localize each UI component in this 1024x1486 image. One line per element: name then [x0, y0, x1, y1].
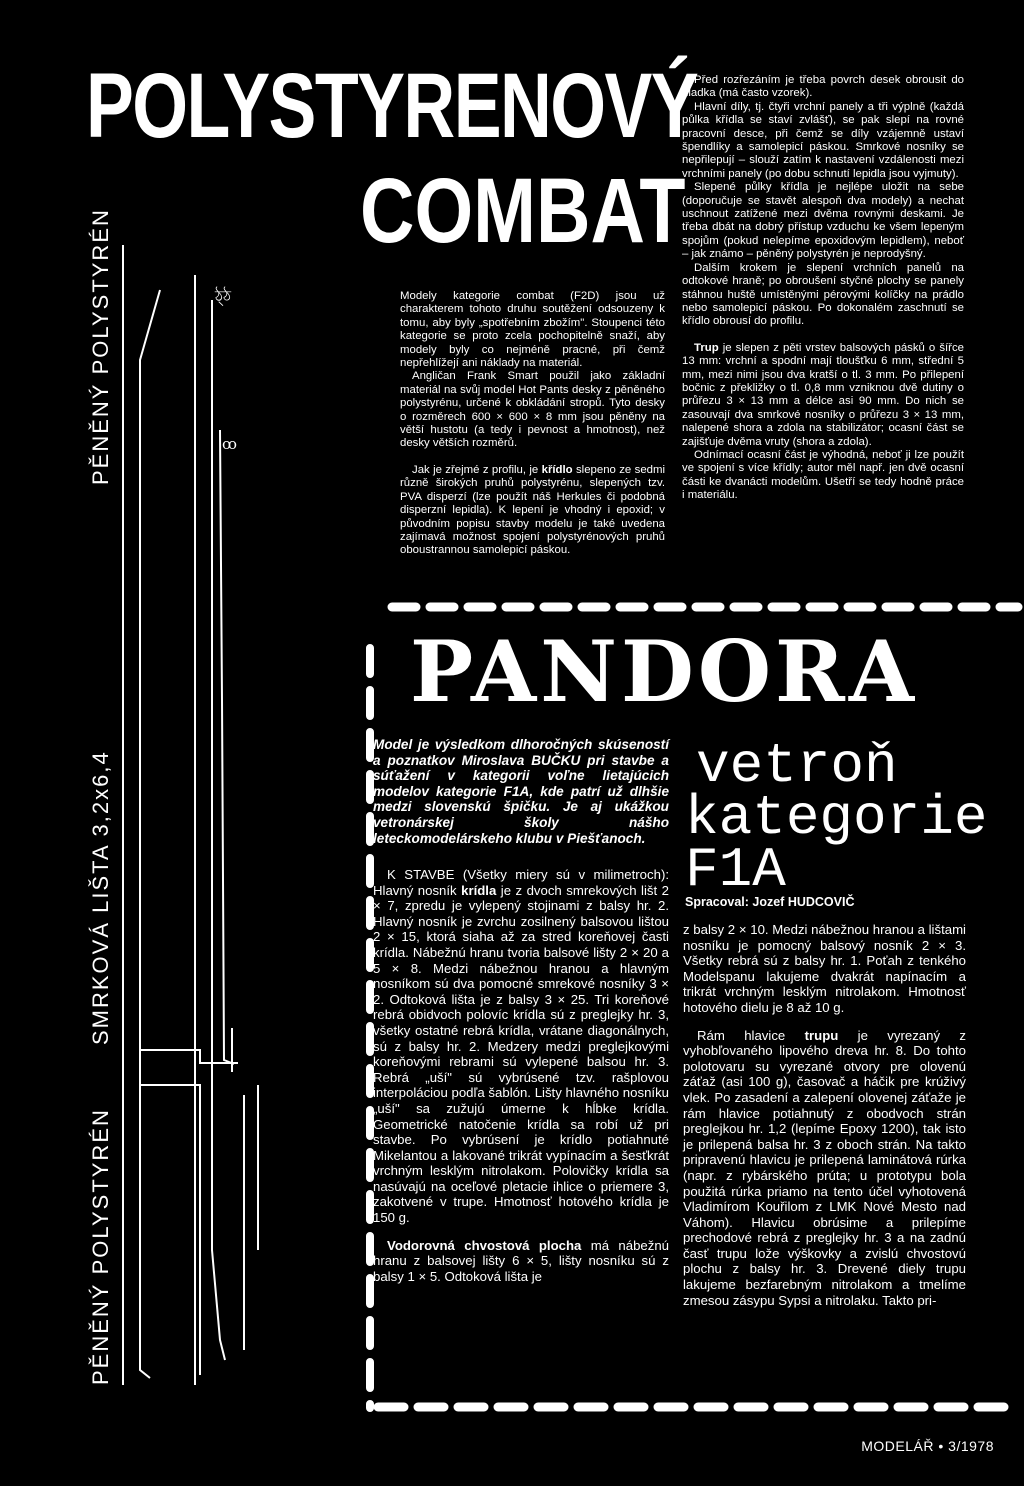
text-run: Jak je zřejmé z profilu, je	[412, 463, 542, 476]
text-run: je slepen z pěti vrstev balsových pásků o šířce 13 mm: vrchní a spodní mají tloušťku 6 mm, střední 5 mm, mezi nimi jsou dva kratší o tl. 3 mm. Po přilepení bočnic z překližky o tl. 0,8 mm vzniknou dvě dutiny o průřezu 3 × 13 mm a délce asi 90 mm. Do nich se zasouvají dva smrkové nosníky o průřezu 3 × 13 mm, nalepené shora a zdola na stabilizátor; ocasní část se zajišťuje dvěma vruty (shora a zdola).	[682, 341, 964, 448]
text-run: slepeno ze sedmi různě širokých pruhů polystyrénu, slepených tzv. PVA disperzí (lze použít náš Herkules či podobná disperzní lepidla). K lepení je vhodný i epoxid; v původním popisu stavby modelu je také uvedena zajímavá možnost spojení polystyrénových pruhů oboustrannou samolepicí páskou.	[400, 463, 666, 557]
pandora-text-column-1	[373, 867, 669, 1284]
bold-term: trupu	[804, 1027, 839, 1043]
pandora-text-column-2	[683, 922, 966, 1308]
paragraph: Dalším krokem je slepení vrchních panelů na odtokové hraně; po obroušení styčné plochy se panely stáhnou huště umístěnými pérovými kolíčky na prádlo nebo samolepicí páskou. Po dokonalém zaschnutí se křídlo obrousí do profilu.	[682, 261, 964, 328]
paragraph: Před rozřezáním je třeba povrch desek obrousit do hladka (má často vzorek).	[682, 74, 964, 100]
bold-term: krídla	[461, 882, 497, 898]
bold-term: křídlo	[541, 463, 573, 476]
combat-text-column-1	[400, 290, 665, 558]
side-label-foam-bottom: PĚNĚNÝ POLYSTYRÉN	[88, 1108, 113, 1385]
paragraph	[373, 1238, 669, 1285]
magazine-footer: MODELÁŘ • 3/1978	[861, 1438, 994, 1454]
paragraph: z balsy 2 × 10. Medzi nábežnou hranou a lištami nosníku je pomocný balsový nosník 2 × 3. Všetky rebrá sú z balsy hr. 1. Poťah z tenkého Modelspanu lakujeme dvakrát napínacím a trikrát vrchným lesklým nitrolakom. Hmotnosť hotového dielu je 8 až 10 g.	[683, 922, 966, 1015]
text-run: je z dvoch smrekových lišt 2 × 7, zpredu je vylepený stojinami z balsy hr. 2. Hlavný nosník je zvrchu zosilnený balsovou lištou 2 × 15, ktorá siaha až za stred koreňovej časti krídla. Nábežnú hranu tvoria balsové lišty 2 × 20 a 5 × 8. Medzi nábežnou hranou a hlavným nosníkom sú dva pomocné smrekové nosníky 3 × 2. Odtoková lišta je z balsy 3 × 25. Tri koreňové rebrá obidvoch polovíc krídla sú z preglejky hr. 3, všetky ostatné rebrá krídla, vrátane diagonálnych, sú z balsy hr. 2. Medzery medzi preglejkovými koreňovými rebrami sú vylepené balsou hr. 3. Rebrá „uší" sú vybrúsené tzv. rašplovou interpoláciou podľa šablón. Lišty hlavného nosníku „uší" sa zužujú úmerne k hĺbke krídla. Geometrické natočenie krídla sa robí už pri stavbe. Po vybrúsení je krídlo potiahnuté Mikelantou a lakované trikrát vypínacím a šesťkrát vrchným lesklým nitrolakom. Polovičky krídla sa nasúvajú na oceľové pletacie ihlice o priemere 3, zakotvené v trupe. Hmotnosť hotového krídla je 150 g.	[373, 882, 669, 1226]
paragraph	[683, 1028, 966, 1309]
text-run: má nábežnú hranu z balsovej lišty 6 × 5, lišty nosníku sú z balsy 1 × 5. Odtoková lišta je	[373, 1237, 670, 1284]
side-label-spruce: SMRKOVÁ LIŠTA 3,2x6,4	[88, 750, 113, 1045]
subtitle-glider: vetroň	[696, 734, 898, 798]
article-title-line1: POLYSTYRENOVÝ	[86, 55, 698, 157]
pandora-title: PANDORA	[410, 622, 919, 721]
combat-text-column-2	[682, 74, 964, 503]
article-title-line2: COMBAT	[360, 160, 686, 262]
paragraph: Angličan Frank Smart použil jako základní materiál na svůj model Hot Pants desky z pěněného polystyrénu, určené k obkládání stropů. Tyto desky o rozměrech 600 × 600 × 8 mm jsou pěněny na větší hustotu (a tedy i pevnost a hmotnost), než desky větších rozměrů.	[400, 370, 665, 450]
text-run: Rám hlavice	[697, 1027, 805, 1043]
pandora-intro: Model je výsledkom dlhoročných skúseností a poznatkov Miroslava BUČKU pri stavbe a súťažení v kategorii voľne lietajúcich modelov kategorie F1A, kde patrí už dlhšie medzi slovenskú špičku. Je aj ukážkou vetronárskej školy nášho leteckomodelárskeho klubu v Piešťanoch.	[373, 737, 669, 846]
side-label-foam-top: PĚNĚNÝ POLYSTYRÉN	[88, 208, 113, 485]
paragraph	[682, 342, 964, 449]
text-run: K STAVBE (Všetky miery sú v milimetroch): Hlavný nosník	[373, 867, 669, 898]
drawing-note-1: ঠ্ঠ	[215, 287, 232, 305]
author-credit: Spracoval: Jozef HUDCOVIČ	[685, 895, 855, 909]
paragraph: Odnímací ocasní část je výhodná, neboť ji lze použít ve spojení s více křídly; autor měl např. jen dvě ocasní části ke dvanácti modelům. Ušetří se tedy hodně práce i materiálu.	[682, 448, 964, 502]
subtitle-f1a: F1A	[685, 838, 786, 902]
dashed-border-bottom	[370, 1398, 1024, 1418]
paragraph	[400, 464, 665, 558]
drawing-note-2: ꝏ	[222, 435, 237, 453]
paragraph: Slepené půlky křídla je nejlépe uložit na sebe (doporučuje se stavět alespoň dva modely) a nechat uschnout zatížené mezi dvěma rovnými deskami. Je třeba dbát na dobrý přístup vzduchu ke všem lepeným spojům (pokud nelepíme epoxidovým lepidlem), neboť – jak známo – pěněný polystyrén je neprodyšný.	[682, 181, 964, 261]
paragraph	[373, 867, 669, 1226]
paragraph: Modely kategorie combat (F2D) jsou už charakterem tohoto druhu soutěžení odsouzeny k tomu, aby byly „spotřebním zbožím". Stoupenci této kategorie se proto zcela pochopitelně snaží, aby modely byly co nejméně pracné, při čemž nepřehlížejí ani náklady na materiál.	[400, 290, 665, 370]
text-run: je vyrezaný z vyhobľovaného lipového dreva hr. 8. Do tohto polotovaru su vyrezané otvory pre olovenú záťaž (asi 100 g), časovač a háčik pre krúživý vlek. Po zasadení a zalepení olovenej záťaže je rám hlavice potiahnutý z obodvoch strán preglejkou hr. 1,2 (lepíme Epoxy 1200), tak isto je prilepená balsa hr. 3 z oboch strán. Na takto pripravenú hlavicu je prilepená laminátová rúrka (napr. z rybárského prúta; u prototypu bola použitá rúrka priamo na tento účel vyhotovená Vladimírom Kouřilom z LMK Nové Mesto nad Váhom). Hlavicu obrúsime a prilepíme prechodové rebrá z preglejky hr. 3 a na zadnú časť trupu lože výškovky a zvislú chvostovú plochu z balsy hr. 3. Drevené diely trupu lakujeme bezfarebným nitrolakom a tmelíme zmesou zásypu Sypsi a nitrolaku. Takto pri-	[683, 1027, 966, 1308]
bold-term: Trup	[694, 341, 719, 354]
dashed-border-top	[0, 598, 1024, 618]
subtitle-category: kategorie	[685, 786, 988, 850]
bold-term: Vodorovná chvostová plocha	[387, 1237, 582, 1253]
paragraph: Hlavní díly, tj. čtyři vrchní panely a tři výplně (každá půlka křídla se staví zvlášť), se pak slepí na rovné pracovní desce, při čemž se díly vzájemně ustaví špendlíky a samolepicí páskou. Smrkové nosníky se nepřilepují – slouží zatím k nastavení vzdálenosti mezi vrchními panely (po dobu schnutí lepidla jsou vyjmuty).	[682, 100, 964, 180]
